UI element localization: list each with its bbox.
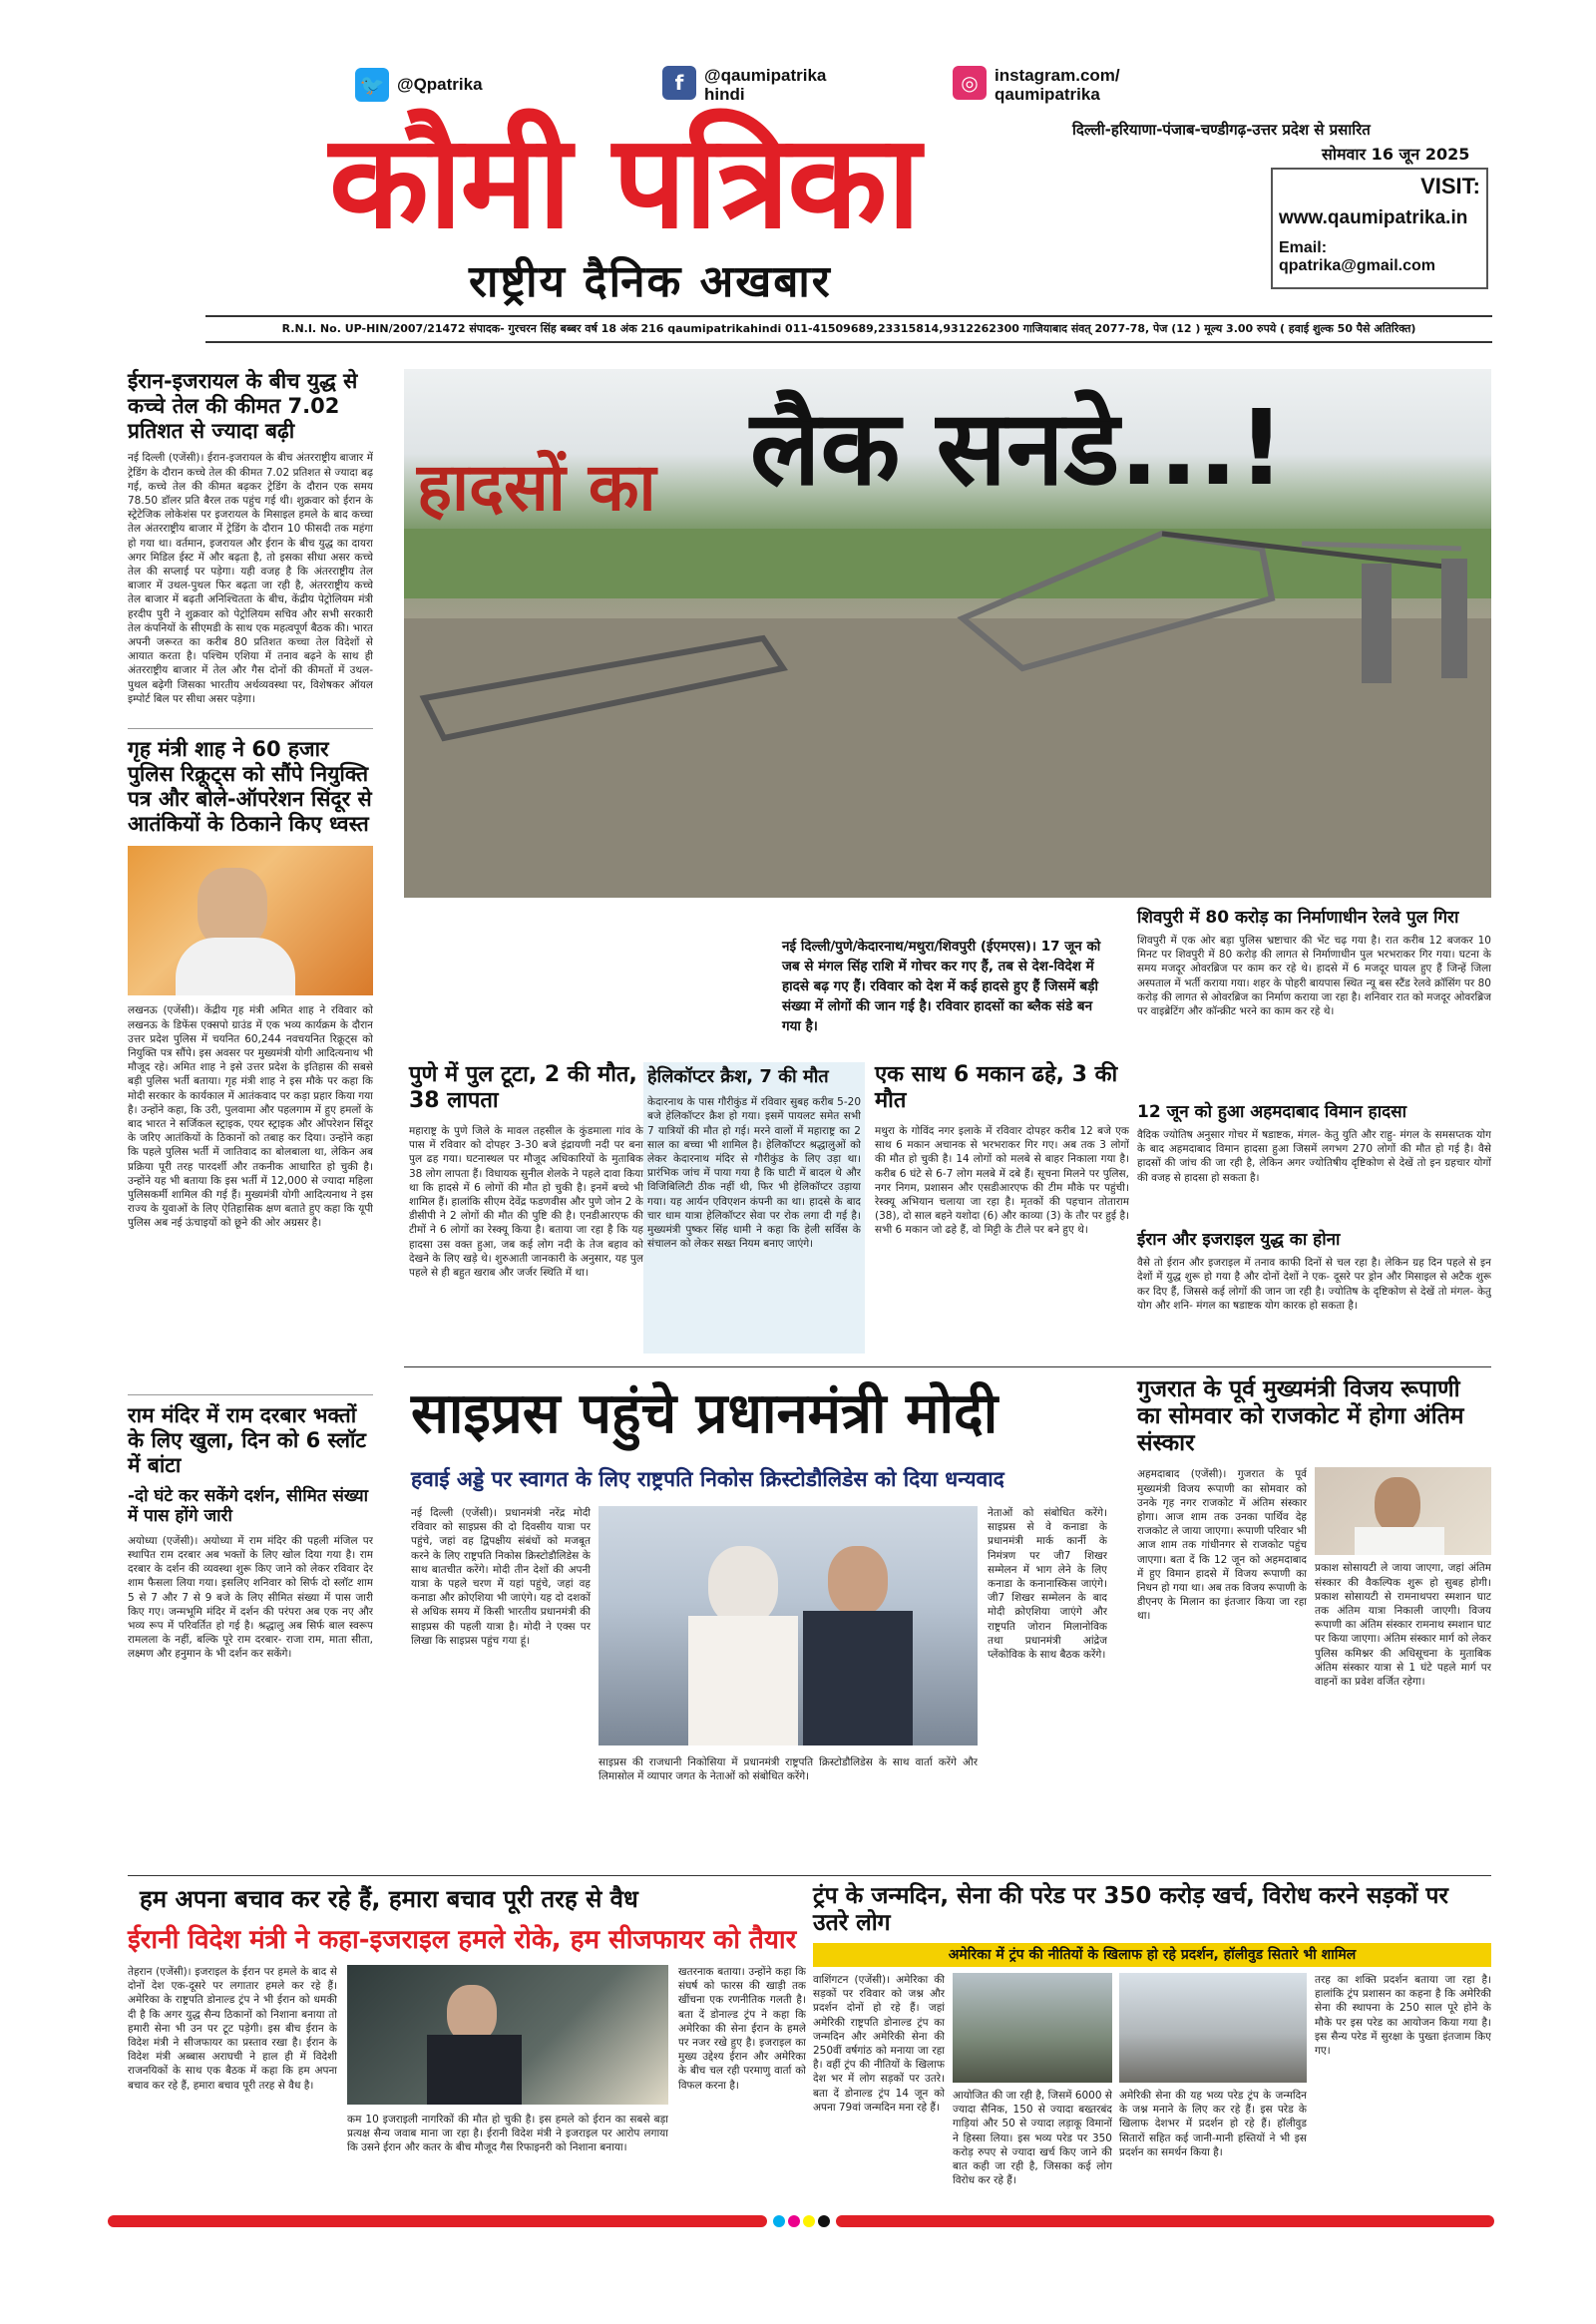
modi-subhead: हवाई अड्डे पर स्वागत के लिए राष्ट्रपति निकोस क्रिस्टोडौलिडेस को दिया धन्यवाद — [411, 1467, 1004, 1491]
bottom-divider — [128, 1875, 1491, 1876]
twitter-handle: @Qpatrika — [397, 75, 483, 94]
instagram-icon: ◎ — [953, 66, 987, 100]
rupani-photo — [1315, 1467, 1491, 1555]
pune-story — [409, 1062, 643, 1373]
left-column — [128, 369, 373, 1743]
info-rule-bottom — [205, 341, 1492, 343]
story1-headline: ईरान-इजरायल के बीच युद्ध से कच्चे तेल की कीमत 7.02 प्रतिशत से ज्यादा बढ़ी — [128, 369, 358, 443]
masthead-tagline: राष्ट्रीय दैनिक अखबार — [469, 256, 832, 307]
banner-black-sunday: लैक सनडे...! — [750, 387, 1286, 509]
trump-subhead: अमेरिका में ट्रंप की नीतियों के खिलाफ हो रहे प्रदर्शन, हॉलीवुड सितारे भी शामिल — [813, 1943, 1491, 1967]
facebook-handle: @qaumipatrika — [704, 66, 827, 85]
ahmedabad-story — [1137, 1102, 1491, 1369]
registration-marks — [773, 2215, 830, 2227]
story1-body: नई दिल्ली (एजेंसी)। ईरान-इजरायल के बीच अंतरराष्ट्रीय बाजार में ट्रेडिंग के दौरान कच्चे तेल की कीमत 7.02 प्रतिशत से ज्यादा बढ़ गई, कच्चे तेल की कीमत बढ़कर ट्रेडिंग के दौरान एक समय 78.50 डॉलर प्रति बैरल तक पहुंच गई थी। शुक्रवार को ईरान के स्ट्रेटेजिक लोकेशंस पर इजरायल के मिसाइल हमले के बाद कच्चा तेल अंतरराष्ट्रीय बाजार में ट्रेडिंग के दौरान 10 फीसदी तक महंगा हो गया था। वर्तमान, इजरायल और ईरान के बीच युद्ध का दायरा अगर मिडिल ईस्ट में और बढ़ता है, तो इसका सीधा असर कच्चे तेल की सप्लाई पर पड़ेगा। यही वजह है कि अंतरराष्ट्रीय तेल बाजार में उथल-पुथल फिर बढ़ता जा रही है, अंतरराष्ट्रीय कच्चे तेल बाजार में बढ़ती अनिश्चितता के बीच, केंद्रीय पेट्रोलियम मंत्री हरदीप पुरी ने शुक्रवार को पेट्रोलियम सचिव और सभी सरकारी तेल कंपनियों के सीएमडी के साथ एक महत्वपूर्ण बैठक की। भारत अपनी जरूरत का करीब 80 प्रतिशत कच्चा तेल विदेशों से आयात करता है। पश्चिम एशिया में तनाव बढ़ने के साथ ही अंतरराष्ट्रीय बाजार में तेल और गैस दोनों की कीमतों में उथल-पुथल बढ़ेगी जिसका भारतीय अर्थव्यवस्था पर, विशेषकर ऑयल इम्पोर्ट बिल पर सीधा असर पड़ेगा। — [128, 452, 373, 705]
amit-shah-photo — [128, 846, 373, 995]
iran-fm-photo — [347, 1965, 668, 2105]
footer-band — [108, 2212, 1494, 2230]
photo-caption: नई दिल्ली/पुणे/केदारनाथ/मथुरा/शिवपुरी (ईएमएस)। 17 जून को जब से मंगल सिंह राशि में गोचर कर गए हैं, तब से देश-विदेश में हादसे बढ़ गए हैं। रविवार को देश में कई हादसे हुए हैं जिसमें बड़ी संख्या में लोगों की जान गई है। रविवार हादसों का ब्लैक संडे बन गया है। — [776, 933, 1115, 1040]
cyan-dot — [773, 2215, 785, 2227]
modi-body-c: नेताओं को संबोधित करेंगे। साइप्रस से वे कनाडा के प्रधानमंत्री मार्क कार्नी के निमंत्रण पर जी7 शिखर सम्मेलन में भाग लेने के लिए कनाडा के कनानास्किस जाएंगे। जी7 शिखर सम्मेलन के बाद मोदी क्रोएशिया जाएंगे और राष्ट्रपति जोरान मिलानोविक तथा प्रधानमंत्री आंद्रेज प्लेंकोविक के साथ बैठक करेंगे। — [988, 1507, 1107, 1662]
helicopter-story — [643, 1062, 865, 1354]
instagram-handle: instagram.com/ — [995, 66, 1120, 85]
modi-divider — [404, 1366, 1491, 1367]
pune-headline: पुणे में पुल टूटा, 2 की मौत, 38 लापता — [409, 1062, 637, 1113]
footer-red-bar-left — [108, 2215, 767, 2227]
magenta-dot — [788, 2215, 800, 2227]
facebook-handle-2: hindi — [704, 85, 745, 104]
email-link[interactable]: Email: qpatrika@gmail.com — [1279, 239, 1435, 274]
pune-body: महाराष्ट्र के पुणे जिले के मावल तहसील के कुंडमाला गांव के पास में रविवार को दोपहर 3-30 बजे इंद्रायणी नदी पर बना पुल ढह गया। घटनास्थल पर मौजूद अधिकारियों के मुताबिक 38 लोग लापता हैं। विधायक सुनील शेलके ने पहले दावा किया था कि हादसे में 6 लोगों की मौत हो चुकी है। इनमें बच्चे भी शामिल हैं। हालांकि सीएम देवेंद्र फडणवीस और पुणे जोन 2 के डीसीपी ने 2 लोगों की मौत की पुष्टि की है। एनडीआरएफ की टीमों ने 6 लोगों का रेस्क्यू किया है। बताया जा रहा है कि यह हादसा उस वक्त हुआ, जब कई लोग नदी के तेज बहाव को देखने के लिए खड़े थे। शुरुआती जानकारी के अनुसार, यह पुल पहले से ही बहुत खराब और जर्जर स्थिति में था। — [409, 1124, 643, 1279]
social-instagram[interactable] — [953, 66, 1120, 104]
story2-body: लखनऊ (एजेंसी)। केंद्रीय गृह मंत्री अमित शाह ने रविवार को लखनऊ के डिफेंस एक्सपो ग्राउंड में एक भव्य कार्यक्रम के दौरान उत्तर प्रदेश पुलिस में चयनित 60,244 नवचयनित रिक्रूट्स को नियुक्ति पत्र सौंपे। इस अवसर पर मुख्यमंत्री योगी आदित्यनाथ भी मौजूद रहे। अमित शाह ने इसे उत्तर प्रदेश के इतिहास की सबसे बड़ी पुलिस भर्ती बताया। गृह मंत्री शाह ने इस मौके पर कहा कि मोदी सरकार के कार्यकाल में आतंकवाद पर कड़ा प्रहार किया गया है। उन्होंने कहा, कि उरी, पुलवामा और पहलगाम में हुए हमलों के बाद भारत ने सर्जिकल स्ट्राइक, एयर स्ट्राइक और ऑपरेशन सिंदूर के जरिए आतंकियों के ठिकानों को तबाह कर दिया। उन्होंने कहा कि पहले पुलिस भर्ती में जातिवाद का बोलबाला था, लेकिन अब प्रक्रिया पूरी तरह पारदर्शी और तकनीक आधारित हो चुकी है। उन्होंने यह भी बताया कि इस भर्ती में 12,000 से ज्यादा महिला पुलिसकर्मी शामिल की गई हैं। मुख्यमंत्री योगी आदित्यनाथ ने इस राज्य के युवाओं के लिए ऐतिहासिक क्षण बताते हुए कहा कि यूपी पुलिस अब नई ऊंचाइयों को छूने की ओर अग्रसर है। — [128, 1004, 373, 1230]
website-link[interactable]: www.qaumipatrika.in — [1279, 207, 1468, 228]
region-line: दिल्ली-हरियाणा-पंजाब-चण्डीगढ़-उत्तर प्रदेश से प्रसारित — [1072, 121, 1371, 139]
modi-body-a: नई दिल्ली (एजेंसी)। प्रधानमंत्री नरेंद्र मोदी रविवार को साइप्रस की दो दिवसीय यात्रा पर पहुंचे, जहां वह द्विपक्षीय संबंधों को मजबूत करने के लिए राष्ट्रपति निकोस क्रिस्टोडौलिडेस के साथ बातचीत करेंगे। मोदी तीन देशों की अपनी यात्रा के पहले चरण में यहां पहुंचे, जहां वह कनाडा और क्रोएशिया भी जाएंगे। यह दो दशकों से अधिक समय में किसी भारतीय प्रधानमंत्री की साइप्रस की पहली यात्रा है। मोदी ने एक्स पर लिखा कि साइप्रस पहुंच गया हूं। — [411, 1507, 591, 1647]
yellow-dot — [803, 2215, 815, 2227]
iran-fm-headline: ईरानी विदेश मंत्री ने कहा-इजराइल हमले रोके, हम सीजफायर को तैयार — [128, 1925, 797, 1955]
masthead-title: कौमी पत्रिका — [329, 106, 919, 257]
helicopter-body: केदारनाथ के पास गौरीकुंड में रविवार सुबह करीब 5-20 बजे हेलिकॉप्टर क्रैश हो गया। इसमें पायलट समेत सभी 7 यात्रियों की मौत हो गई। मरने वालों में महाराष्ट्र का 2 साल का बच्चा भी शामिल है। हेलिकॉप्टर श्रद्धालुओं को लेकर केदारनाथ मंदिर से गौरीकुंड के लिए उड़ा था। प्रारंभिक जांच में पाया गया है कि घाटी में बादल थे और विजिबिलिटी ठीक नहीं थी, फिर भी हेलिकॉप्टर उड़ाया गया। यह आर्यन एविएशन कंपनी का था। हादसे के बाद चार धाम यात्रा हेलिकॉप्टर सेवा पर रोक लगा दी गई है। मुख्यमंत्री पुष्कर सिंह धामी ने कहा कि हेली सर्विस के संचालन को लेकर सख्त नियम बनाए जाएंगे। — [647, 1096, 861, 1251]
facebook-icon: f — [662, 66, 696, 100]
social-twitter[interactable] — [355, 68, 483, 102]
instagram-handle-2: qaumipatrika — [995, 85, 1100, 104]
story3-body: अयोध्या (एजेंसी)। अयोध्या में राम मंदिर की पहली मंजिल पर स्थापित राम दरबार अब भक्तों के लिए खोल दिया गया है। राम दरबार के दर्शन की व्यवस्था शुरू किए जाने को लेकर रविवार देर शाम फैसला लिया गया। इसलिए शनिवार को सिर्फ दो स्लॉट शाम 5 से 7 और 7 से 9 बजे के लिए सीमित संख्या में पास जारी किए गए। जन्मभूमि मंदिर में दर्शन की परंपरा अब एक नए और भव्य रूप में परिवर्तित हो गई है। श्रद्धालु अब सिर्फ बाल स्वरूप रामलला के नहीं, बल्कि पूरे राम दरबार- राजा राम, माता सीता, लक्ष्मण और हनुमान के भी दर्शन कर सकेंगे। — [128, 1534, 373, 1661]
modi-headline: साइप्रस पहुंचे प्रधानमंत्री मोदी — [411, 1381, 998, 1446]
story2-headline: गृह मंत्री शाह ने 60 हजार पुलिस रिक्रूट्स को सौंपे नियुक्ति पत्र और बोले-ऑपरेशन सिंदूर से आतंकियों के ठिकाने किए ध्वस्त — [128, 737, 372, 836]
trump-body-d: तरह का शक्ति प्रदर्शन बताया जा रहा है। हालांकि ट्रंप प्रशासन का कहना है कि अमेरिकी सेना की स्थापना के 250 साल पूरे होने के मौके पर इस परेड का आयोजन किया गया है। इस सैन्य परेड में सुरक्षा के पुख्ता इंतजाम किए गए। — [1315, 1974, 1491, 2058]
visit-box — [1271, 168, 1488, 289]
rupani-body-b: प्रकाश सोसायटी ले जाया जाएगा, जहां अंतिम संस्कार की वैकल्पिक शुरू हो सुबह होगी। प्रकाश सोसायटी से रामनाथपरा स्मशान घाट तक अंतिम यात्रा निकाली जाएगी। विजय रूपाणी का अंतिम संस्कार रामनाथ स्मशान घाट पर किया जाएगा। अंतिम संस्कार मार्ग को लेकर पुलिस कमिश्नर की अधिसूचना के मुताबिक अंतिम संस्कार यात्रा से 1 घंटे पहले मार्ग पर वाहनों का प्रवेश वर्जित रहेगा। — [1315, 1562, 1491, 1688]
info-line: R.N.I. No. UP-HIN/2007/21472 संपादक- गुरचरन सिंह बब्बर वर्ष 18 अंक 216 qaumipatrikahindi 011-41509689,23315814,9312262300 गाजियाबाद संवत् 2077-78, पेज (12 ) मूल्य 3.00 रुपये ( हवाई शुल्क 50 पैसे अतिरिक्त) — [281, 322, 1416, 335]
banner-accident: हादसों का — [417, 449, 656, 526]
trump-headline: ट्रंप के जन्मदिन, सेना की परेड पर 350 करोड़ खर्च, विरोध करने सड़कों पर उतरे लोग — [813, 1883, 1448, 1937]
iran-fm-body-a: तेहरान (एजेंसी)। इजराइल के ईरान पर हमले के बाद से दोनों देश एक-दूसरे पर लगातार हमले कर रहे हैं। अमेरिका के राष्ट्रपति डोनाल्ड ट्रंप ने भी ईरान को धमकी दी है कि अगर युद्ध सैन्य ठिकानों को निशाना बनाया तो हमारी सेना भी उन पर टूट पड़ेगी। इस बीच ईरान के विदेश मंत्री ने सीजफायर का प्रस्ताव रखा है। ईरान के विदेश मंत्री अब्बास अराघची ने हाल ही में विदेशी राजनयिकों के साथ एक बैठक में कहा कि हम अपना बचाव कर रहे हैं, हमारा बचाव पूरी तरह से वैध है। — [128, 1966, 337, 2092]
trump-photo-tanks — [953, 1973, 1112, 2083]
rupani-story — [1137, 1376, 1491, 1846]
iran-war-headline: ईरान और इजराइल युद्ध का होना — [1137, 1230, 1341, 1251]
shivpuri-body: शिवपुरी में एक ओर बड़ा पुलिस भ्रष्टाचार की भेंट चढ़ गया है। रात करीब 12 बजकर 10 मिनट पर शिवपुरी में 80 करोड़ की लागत से निर्माणाधीन पुल भरभराकर गिर गया। घटना के समय मजदूर ओवरब्रिज पर काम कर रहे थे। हादसे में 6 मजदूर घायल हुए हैं जिन्हें जिला अस्पताल में भर्ती कराया गया। शहर के पोहरी बायपास स्थित न्यू बस स्टैंड रेलवे क्रॉसिंग पर 80 करोड़ की लागत से ओवरब्रिज का निर्माण कराया जा रहा है। शनिवार रात को मजदूर ओवरब्रिज पर वाइब्रेटिंग और कॉन्क्रीट भरने का काम कर रहे थे। — [1137, 934, 1491, 1103]
twitter-icon: 🐦 — [355, 68, 389, 102]
mathura-body: मथुरा के गोविंद नगर इलाके में रविवार दोपहर करीब 12 बजे एक साथ 6 मकान अचानक से भरभराकर गिर गए। अब तक 3 लोगों की मौत हो चुकी है। 14 लोगों को मलबे से बाहर निकाला गया है। करीब 6 घंटे से 6-7 लोग मलबे में दबे हैं। सूचना मिलने पर पुलिस, नगर निगम, प्रशासन और एसडीआरएफ की टीम मौके पर पहुंची। रेस्क्यू अभियान चलाया जा रहा है। मृतकों की पहचान तोताराम (38), दो साल बहने यशोदा (6) और काव्या (3) के तौर पर हुई है। सभी 6 मकान जो ढहे हैं, वो मिट्टी के टीले पर बने हुए थे। — [875, 1124, 1129, 1237]
black-dot — [818, 2215, 830, 2227]
iran-war-body: वैसे तो ईरान और इजराइल में तनाव काफी दिनों से चल रहा है। लेकिन ग्रह दिन पहले से इन देशों में युद्ध शुरू हो गया है और दोनों देशों ने एक- दूसरे पर ड्रोन और मिसाइल से अटैक शुरू कर दिए हैं, जिससे कई लोगों की जान जा रही है। ज्योतिष के दृष्टिकोण से देखें तो मंगल- केतु योग और शनि- मंगल का षडाष्टक योग कारक हो सकता है। — [1137, 1257, 1491, 1312]
trump-photo-protest — [1119, 1973, 1307, 2083]
shivpuri-story — [1137, 908, 1491, 1103]
story3-deck: -दो घंटे कर सकेंगे दर्शन, सीमित संख्या में पास होंगे जारी — [128, 1485, 369, 1526]
iran-fm-body-c: खतरनाक बताया। उन्होंने कहा कि संघर्ष को फारस की खाड़ी तक खींचना एक रणनीतिक गलती है। बता दें डोनाल्ड ट्रंप ने कहा कि अमेरिका की सेना ईरान के हमले पर नजर रखे हुए है। इजराइल का मुख्य उद्देश्य ईरान और अमेरिका के बीच चल रही परमाणु वार्ता को विफल करना है। — [678, 1966, 806, 2092]
rupani-body-a: अहमदाबाद (एजेंसी)। गुजरात के पूर्व मुख्यमंत्री विजय रूपाणी का सोमवार को उनके गृह नगर राजकोट में अंतिम संस्कार होगा। आज शाम तक उनका पार्थिव देह राजकोट ले जाया जाएगा। रूपाणी परिवार भी आज शाम तक गांधीनगर से राजकोट पहुंच जाएगा। बता दें कि 12 जून को अहमदाबाद में हुए विमान हादसे में विजय रूपाणी का निधन हो गया था। अब तक विजय रूपाणी के डीएनए के मिलान का इंतजार किया जा रहा था। — [1137, 1468, 1307, 1623]
rupani-headline: गुजरात के पूर्व मुख्यमंत्री विजय रूपाणी का सोमवार को राजकोट में होगा अंतिम संस्कार — [1137, 1376, 1464, 1457]
trump-body-c: अमेरिकी सेना की यह भव्य परेड ट्रंप के जन्मदिन के जश्न मनाने के लिए कर रहे हैं। इस परेड के खिलाफ देशभर में प्रदर्शन हो रहे हैं। हॉलीवुड सितारों सहित कई जानी-मानी हस्तियों ने भी इस प्रदर्शन का समर्थन किया है। — [1119, 2090, 1307, 2158]
mathura-story — [875, 1062, 1129, 1373]
iran-fm-body-b: कम 10 इजराइली नागरिकों की मौत हो चुकी है। इस हमले को ईरान का सबसे बड़ा प्रत्यक्ष सैन्य जवाब माना जा रहा है। ईरानी विदेश मंत्री ने इजराइल पर आरोप लगाया कि उसने ईरान और कतर के बीच मौजूद गैस रिफाइनरी को निशाना बनाया। — [347, 2114, 668, 2154]
mathura-headline: एक साथ 6 मकान ढहे, 3 की मौत — [875, 1062, 1118, 1113]
trump-body-a: वाशिंगटन (एजेंसी)। अमेरिका की सड़कों पर रविवार को जश्न और प्रदर्शन दोनों हो रहे हैं। जहां अमेरिकी राष्ट्रपति डोनाल्ड ट्रंप का जन्मदिन और अमेरिकी सेना की 250वीं वर्षगांठ को मनाया जा रहा है। वहीं ट्रंप की नीतियों के खिलाफ देश भर में लोग सड़कों पर उतरे। बता दें डोनाल्ड ट्रंप 14 जून को अपना 79वां जन्मदिन मना रहे हैं। — [813, 1974, 945, 2114]
issue-date: सोमवार 16 जून 2025 — [1322, 145, 1470, 164]
shivpuri-headline: शिवपुरी में 80 करोड़ का निर्माणाधीन रेलवे पुल गिरा — [1137, 908, 1491, 928]
info-rule-top — [205, 315, 1492, 317]
modi-photo — [598, 1506, 978, 1745]
footer-red-bar-right — [836, 2215, 1495, 2227]
story3-headline: राम मंदिर में राम दरबार भक्तों के लिए खुला, दिन को 6 स्लॉट में बांटा — [128, 1403, 366, 1477]
helicopter-headline: हेलिकॉप्टर क्रैश, 7 की मौत — [647, 1066, 829, 1087]
ahmedabad-headline: 12 जून को हुआ अहमदाबाद विमान हादसा — [1137, 1102, 1407, 1122]
iran-fm-kicker: हम अपना बचाव कर रहे हैं, हमारा बचाव पूरी तरह से वैध — [140, 1885, 638, 1913]
trump-body-b: आयोजित की जा रही है, जिसमें 6000 से ज्यादा सैनिक, 150 से ज्यादा बख्तरबंद गाड़ियां और 50 से ज्यादा लड़ाकू विमानों ने हिस्सा लिया। इस भव्य परेड पर 350 करोड़ रुपए से ज्यादा खर्च किए जाने की बात कही जा रही है, जिसका कई लोग विरोध कर रहे हैं। — [953, 2090, 1112, 2187]
visit-label: VISIT: — [1420, 174, 1480, 198]
social-facebook[interactable] — [662, 66, 826, 104]
modi-body-b: साइप्रस की राजधानी निकोसिया में प्रधानमंत्री राष्ट्रपति क्रिस्टोडौलिडेस के साथ वार्ता करेंगे और लिमासोल में व्यापार जगत के नेताओं को संबोधित करेंगे। — [598, 1756, 978, 1783]
ahmedabad-body: वैदिक ज्योतिष अनुसार गोचर में षडाष्टक, मंगल- केतु युति और राहु- मंगल के समसप्तक योग के बाद अहमदाबाद विमान हादसा हुआ जिसमें लगभग 270 लोगों की मौत हो गई है। वैसे हादसों की जांच की जा रही है, लेकिन अगर ज्योतिषीय दृष्टिकोण से देखें तो इन ग्रहचार योगों की वजह से हादसा हो सकता है। — [1137, 1129, 1491, 1184]
